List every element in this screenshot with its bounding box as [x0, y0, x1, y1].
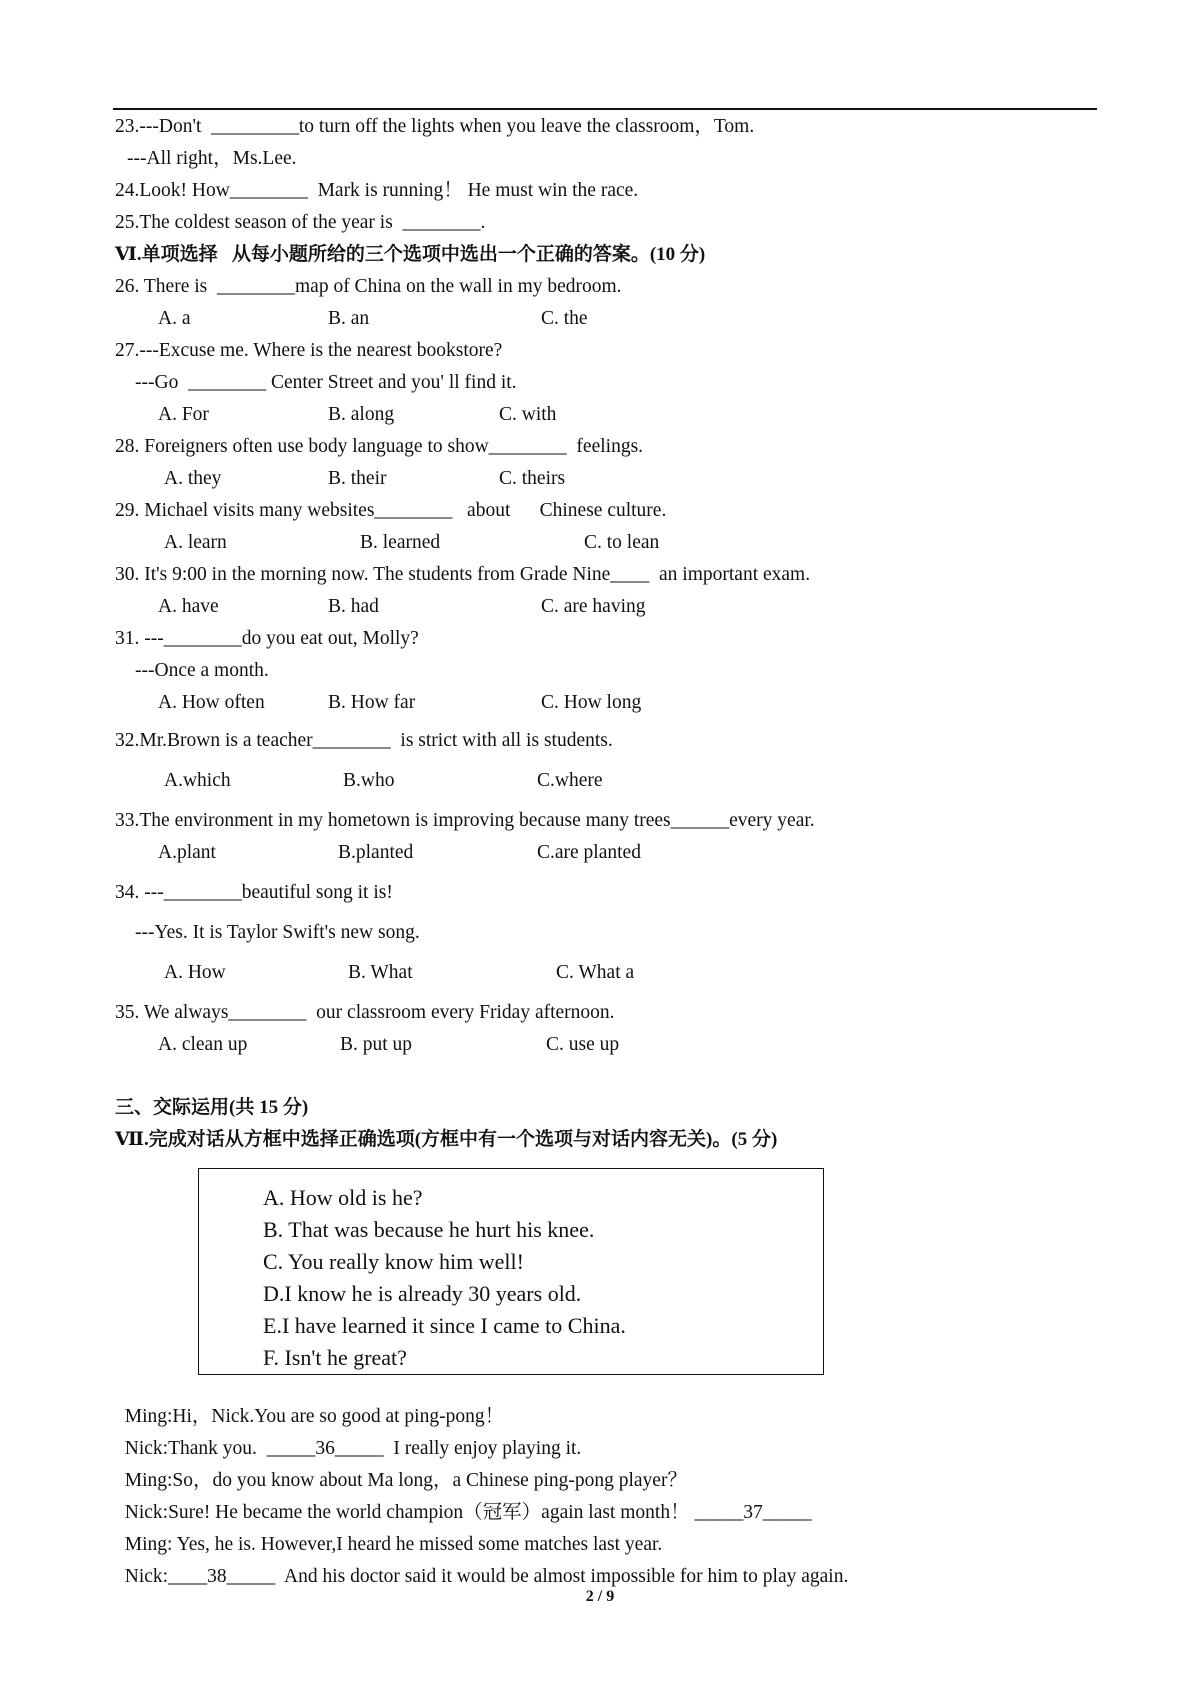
q33-option-c: C.are planted	[537, 842, 641, 863]
question-24: 24.Look! How________ Mark is running！ He must win the race.	[115, 180, 639, 201]
header-rule	[113, 108, 1097, 110]
dialogue-line-6-text: Nick:	[124, 1566, 169, 1587]
q31-option-a: A. How often	[158, 692, 265, 713]
question-33: 33.The environment in my hometown is improving because many trees______every year.	[115, 810, 815, 831]
blank-36: _____36_____	[266, 1438, 384, 1459]
question-27: 27.---Excuse me. Where is the nearest bookstore?	[115, 340, 503, 361]
blank-37: _____37_____	[694, 1502, 812, 1523]
page-number: 2 / 9	[585, 1588, 615, 1605]
blank-38: ____38_____	[168, 1566, 276, 1587]
q28-option-c: C. theirs	[499, 468, 566, 489]
box-option-d: D.I know he is already 30 years old.	[263, 1281, 582, 1306]
q34-option-c: C. What a	[556, 962, 635, 983]
section-7-heading: Ⅶ.完成对话从方框中选择正确选项(方框中有一个选项与对话内容无关)。(5 分)	[115, 1129, 778, 1150]
part-3-heading: 三、交际运用(共 15 分)	[115, 1097, 309, 1118]
section-6-heading: Ⅵ.单项选择 从每小题所给的三个选项中选出一个正确的答案。(10 分)	[115, 244, 706, 265]
q35-option-b: B. put up	[340, 1034, 413, 1055]
question-26: 26. There is ________map of China on the wall in my bedroom.	[115, 276, 622, 297]
dialogue-line-4-text: Nick:Sure! He became the world champion（冠军）again last month！	[124, 1502, 695, 1523]
dialogue-line-6	[115, 1541, 848, 1589]
q29-option-a: A. learn	[164, 532, 227, 553]
q27-option-a: A. For	[158, 404, 209, 425]
q31-option-b: B. How far	[328, 692, 416, 713]
q33-option-a: A.plant	[158, 842, 216, 863]
q33-option-b: B.planted	[338, 842, 414, 863]
dialogue-line-3-text: Ming:So，do you know about Ma long，a Chinese ping-pong player？	[124, 1470, 687, 1491]
q29-option-b: B. learned	[360, 532, 441, 553]
options-box	[198, 1168, 824, 1375]
q35-option-c: C. use up	[546, 1034, 620, 1055]
q31-option-c: C. How long	[541, 692, 642, 713]
question-32: 32.Mr.Brown is a teacher________ is strict with all is students.	[115, 730, 613, 751]
q30-option-b: B. had	[328, 596, 379, 617]
q27-option-c: C. with	[499, 404, 557, 425]
question-28: 28. Foreigners often use body language to show________ feelings.	[115, 436, 644, 457]
box-option-a: A. How old is he?	[263, 1185, 423, 1210]
q28-option-b: B. their	[328, 468, 387, 489]
box-option-e: E.I have learned it since I came to China.	[263, 1313, 626, 1338]
q29-option-c: C. to lean	[584, 532, 660, 553]
question-29: 29. Michael visits many websites________ about Chinese culture.	[115, 500, 667, 521]
q35-option-a: A. clean up	[158, 1034, 248, 1055]
question-25: 25.The coldest season of the year is ________.	[115, 212, 486, 233]
q26-option-b: B. an	[328, 308, 370, 329]
dialogue-line-2-post: I really enjoy playing it.	[383, 1438, 582, 1459]
q34-option-b: B. What	[348, 962, 413, 983]
q32-option-c: C.where	[537, 770, 603, 791]
dialogue-line-2-text: Nick:Thank you.	[124, 1438, 267, 1459]
question-31: 31. ---________do you eat out, Molly?	[115, 628, 419, 649]
question-31-line2: ---Once a month.	[135, 660, 269, 681]
q26-option-a: A. a	[158, 308, 191, 329]
box-option-f: F. Isn't he great?	[263, 1345, 407, 1370]
question-30: 30. It's 9:00 in the morning now. The students from Grade Nine____ an important exam.	[115, 564, 811, 585]
box-option-b: B. That was because he hurt his knee.	[263, 1217, 595, 1242]
q32-option-b: B.who	[343, 770, 395, 791]
dialogue-line-1-text: Ming:Hi，Nick.You are so good at ping-pong！	[124, 1406, 505, 1427]
q34-option-a: A. How	[164, 962, 226, 983]
q26-option-c: C. the	[541, 308, 588, 329]
question-23-reply: ---All right，Ms.Lee.	[127, 148, 297, 169]
question-35: 35. We always________ our classroom every Friday afternoon.	[115, 1002, 615, 1023]
dialogue-line-5-text: Ming: Yes, he is. However,I heard he missed some matches last year.	[124, 1534, 663, 1555]
q28-option-a: A. they	[164, 468, 222, 489]
box-option-c: C. You really know him well!	[263, 1249, 524, 1274]
q32-option-a: A.which	[164, 770, 231, 791]
question-27-line2: ---Go ________ Center Street and you' ll find it.	[135, 372, 517, 393]
q30-option-a: A. have	[158, 596, 219, 617]
question-23: 23.---Don't _________to turn off the lights when you leave the classroom，Tom.	[115, 116, 755, 137]
question-34: 34. ---________beautiful song it is!	[115, 882, 393, 903]
q30-option-c: C. are having	[541, 596, 646, 617]
q27-option-b: B. along	[328, 404, 395, 425]
question-34-line2: ---Yes. It is Taylor Swift's new song.	[135, 922, 420, 943]
dialogue-line-6-post: And his doctor said it would be almost impossible for him to play again.	[275, 1566, 849, 1587]
